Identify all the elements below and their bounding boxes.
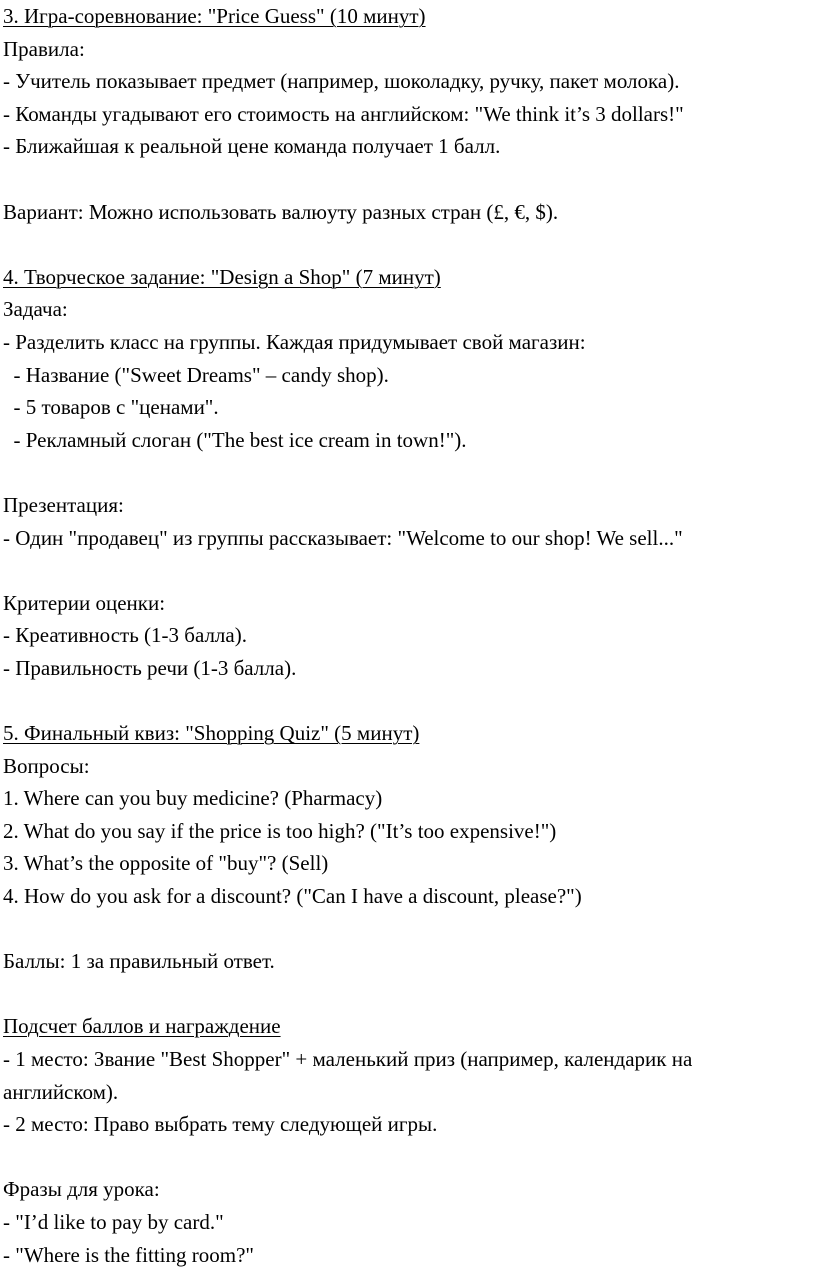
awards-heading: Подсчет баллов и награждение xyxy=(3,1014,281,1039)
award-line: английском). xyxy=(3,1079,119,1104)
document-page xyxy=(3,0,813,1271)
presentation-label: Презентация: xyxy=(3,492,124,517)
task-line: - Рекламный слоган ("The best ice cream in town!"). xyxy=(3,427,467,452)
phrase-line: - "Where is the fitting room?" xyxy=(3,1242,254,1267)
award-line: - 1 место: Звание "Best Shopper" + маленький приз (например, календарик на xyxy=(3,1047,693,1071)
question-line: 4. How do you ask for a discount? ("Can I have a discount, please?") xyxy=(3,884,582,909)
award-line: - 2 место: Право выбрать тему следующей игры. xyxy=(3,1112,438,1137)
questions-label: Вопросы: xyxy=(3,753,90,778)
question-line: 2. What do you say if the price is too high? ("It’s too expensive!") xyxy=(3,818,557,843)
spacer xyxy=(3,554,813,587)
question-line: 3. What’s the opposite of "buy"? (Sell) xyxy=(3,851,329,876)
spacer xyxy=(3,684,813,717)
spacer xyxy=(3,163,813,196)
question-line: 1. Where can you buy medicine? (Pharmacy) xyxy=(3,786,383,811)
spacer xyxy=(3,228,813,261)
variant-line: Вариант: Можно использовать валюуту разных стран (£, €, $). xyxy=(3,199,559,224)
section-3-heading: 3. Игра-соревнование: "Price Guess" (10 минут) xyxy=(3,4,426,28)
section-4-heading: 4. Творческое задание: "Design a Shop" (7 минут) xyxy=(3,264,441,289)
spacer xyxy=(3,456,813,489)
rule-line: - Команды угадывают его стоимость на английском: "We think it’s 3 dollars!" xyxy=(3,101,684,126)
task-line: - Разделить класс на группы. Каждая придумывает свой магазин: xyxy=(3,329,586,354)
task-label: Задача: xyxy=(3,297,68,322)
rule-line: - Ближайшая к реальной цене команда получает 1 балл. xyxy=(3,134,501,159)
rule-line: - Учитель показывает предмет (например, шоколадку, ручку, пакет молока). xyxy=(3,69,680,94)
task-line: - Название ("Sweet Dreams" – candy shop). xyxy=(3,362,389,387)
criteria-line: - Правильность речи (1-3 балла). xyxy=(3,655,297,680)
task-line: - 5 товаров с "ценами". xyxy=(3,395,219,420)
phrases-label: Фразы для урока: xyxy=(3,1177,160,1202)
section-5-heading: 5. Финальный квиз: "Shopping Quiz" (5 минут) xyxy=(3,721,420,746)
criteria-label: Критерии оценки: xyxy=(3,590,166,615)
rules-label: Правила: xyxy=(3,36,85,61)
criteria-line: - Креативность (1-3 балла). xyxy=(3,623,247,648)
phrase-line: - "I’d like to pay by card." xyxy=(3,1209,224,1234)
presentation-line: - Один "продавец" из группы рассказывает: "Welcome to our shop! We sell..." xyxy=(3,525,683,550)
spacer xyxy=(3,1141,813,1174)
spacer xyxy=(3,913,813,946)
points-line: Баллы: 1 за правильный ответ. xyxy=(3,949,275,974)
spacer xyxy=(3,978,813,1011)
